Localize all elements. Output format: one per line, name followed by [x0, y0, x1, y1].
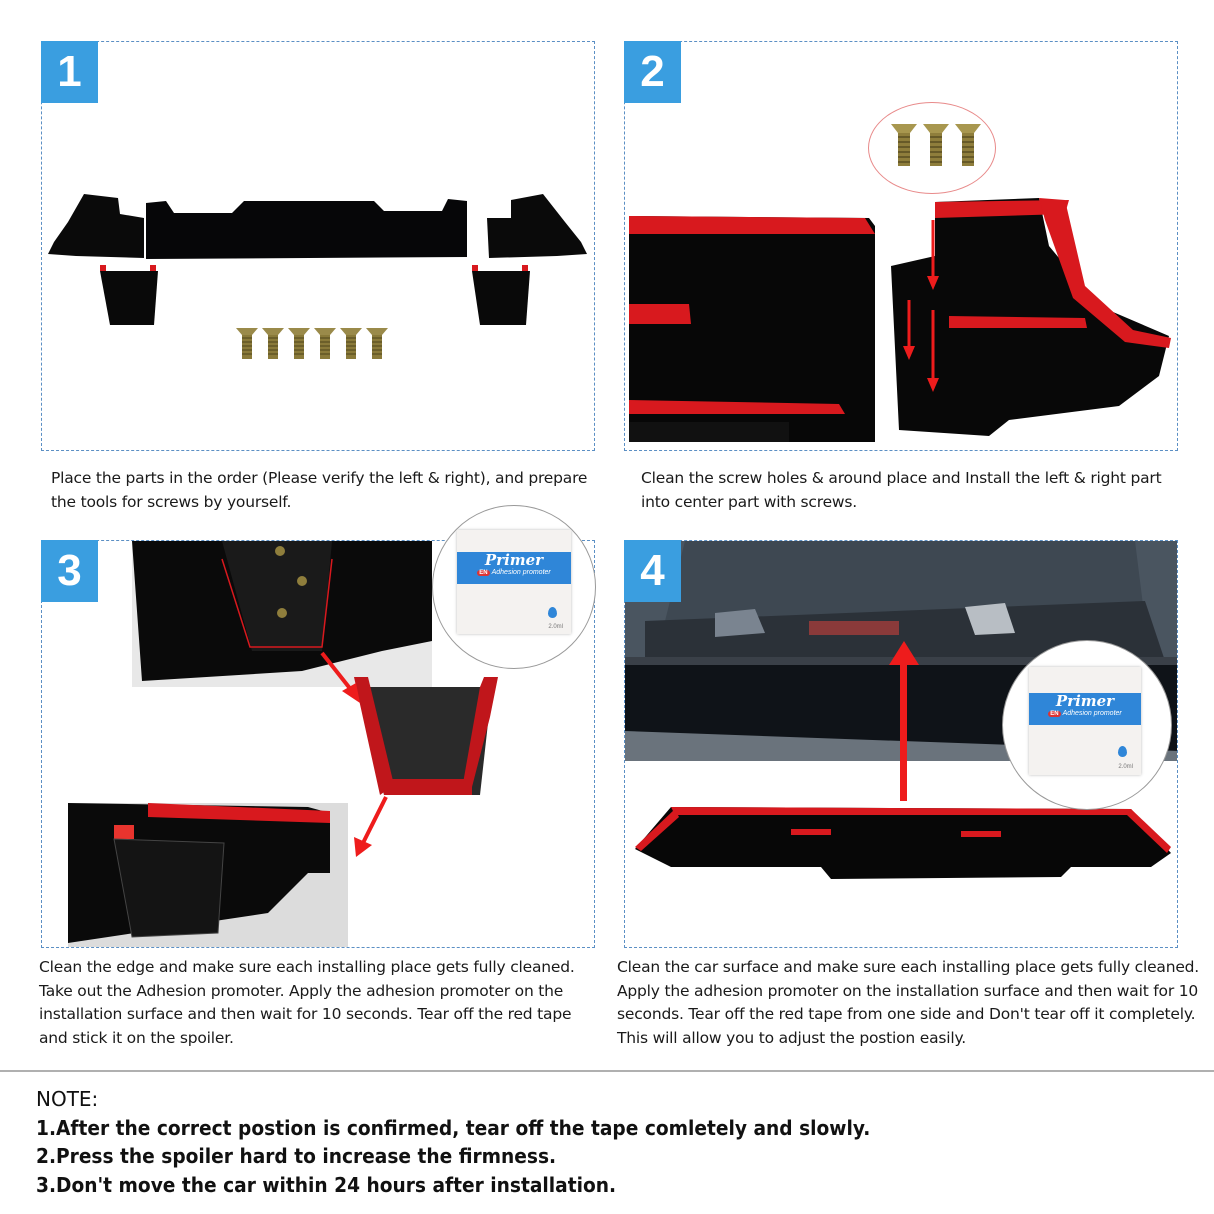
primer-title: Primer — [1055, 692, 1115, 710]
water-drop-icon — [1118, 746, 1127, 757]
spoiler-left-wing-image — [46, 192, 146, 258]
primer-subtitle: Adhesion promoter — [491, 569, 551, 576]
red-arrows-screw-holes — [895, 218, 955, 408]
primer-volume: 2.0ml — [548, 624, 563, 630]
red-arrows-step3 — [302, 647, 412, 867]
primer-packet — [457, 530, 571, 634]
primer-subtitle: Adhesion promoter — [1062, 710, 1122, 717]
step-3-badge: 3 — [41, 540, 98, 602]
screws-six-image — [236, 326, 396, 362]
red-up-arrow-head — [889, 641, 919, 665]
step-4-caption: Clean the car surface and make sure each installing place gets fully cleaned. Apply the adhesion promoter on the installation surface and then wait for 10 seconds. Tear off the red tape from one side and Don't tear off it completely. This will allow you to adjust the postion easily. — [617, 958, 1200, 1047]
primer-title: Primer — [484, 551, 544, 569]
primer-inset-circle-step3 — [432, 505, 596, 669]
screw-icon — [314, 326, 336, 360]
screw-icon — [891, 122, 917, 168]
screw-icon — [236, 326, 258, 360]
step-1-panel — [41, 41, 595, 451]
primer-inset-circle-step4 — [1002, 640, 1172, 810]
red-up-arrow — [900, 659, 907, 801]
step-4-badge: 4 — [624, 540, 681, 602]
center-part-closeup-image — [629, 212, 881, 442]
note-section — [36, 1085, 933, 1199]
end-cap-left-image — [98, 265, 162, 327]
note-item-1: 1.After the correct postion is confirmed, tear off the tape comletely and slowly. — [36, 1115, 871, 1140]
assembled-spoiler-image — [631, 803, 1173, 887]
step-1-caption: Place the parts in the order (Please verify the left & right), and prepare the tools for screws by yourself. — [51, 469, 588, 511]
note-item-2: 2.Press the spoiler hard to increase the firmness. — [36, 1144, 557, 1168]
screw-icon — [955, 122, 981, 168]
end-cap-right-image — [470, 265, 534, 327]
note-heading: NOTE: — [36, 1087, 99, 1111]
screw-icon — [262, 326, 284, 360]
note-item-3: 3.Don't move the car within 24 hours after installation. — [36, 1172, 617, 1197]
step-2-panel — [624, 41, 1178, 451]
screw-icon — [340, 326, 362, 360]
step-1-badge: 1 — [41, 41, 98, 103]
screw-icon — [366, 326, 388, 360]
step-3-caption: Clean the edge and make sure each installing place gets fully cleaned. Take out the Adhesion promoter. Apply the adhesion promoter on the installation surface and then wait for 10 seconds. Tear off the red tape and stick it on the spoiler. — [39, 958, 575, 1047]
step-2-badge: 2 — [624, 41, 681, 103]
primer-volume: 2.0ml — [1118, 764, 1133, 770]
screw-icon — [288, 326, 310, 360]
screw-icon — [923, 122, 949, 168]
primer-en-badge: EN — [1050, 711, 1059, 717]
step-2-caption: Clean the screw holes & around place and Install the left & right part into center part with screws. — [641, 469, 1162, 511]
screws-three-image — [891, 122, 981, 170]
spoiler-right-wing-image — [485, 192, 589, 258]
primer-packet — [1029, 667, 1141, 775]
section-divider — [0, 1070, 1214, 1072]
water-drop-icon — [548, 607, 557, 618]
spoiler-center-image — [144, 197, 469, 263]
primer-en-badge: EN — [479, 570, 488, 576]
